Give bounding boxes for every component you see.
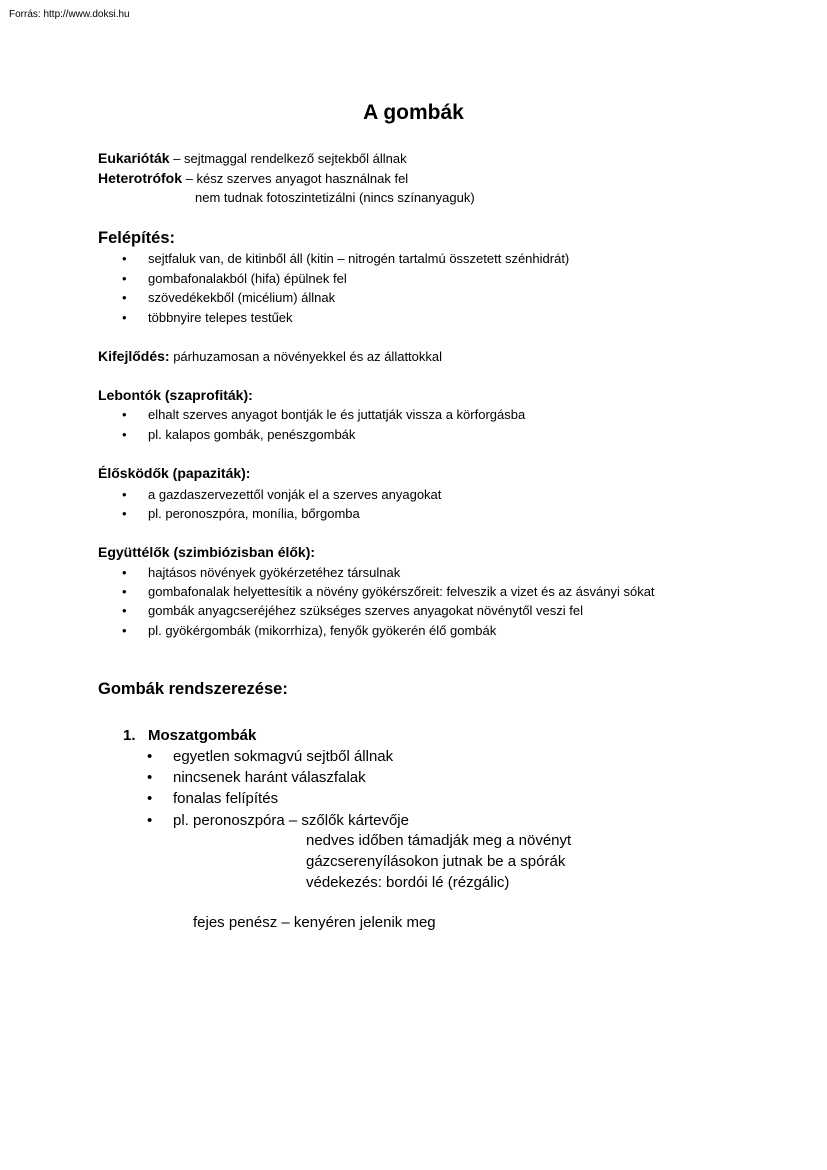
list-item: • fonalas felípítés <box>147 790 279 807</box>
bullet-icon: • <box>147 790 153 807</box>
list-item: • hajtásos növények gyökérzetéhez társulnak <box>122 565 401 580</box>
list-item: • gombák anyagcseréjéhez szükséges szerves anyagokat növénytől veszi fel <box>122 603 584 618</box>
list-item: • többnyire telepes testűek <box>122 310 293 325</box>
list-item: • pl. gyökérgombák (mikorrhiza), fenyők gyökerén élő gombák <box>122 623 497 638</box>
bullet-icon: • <box>122 407 127 422</box>
bullet-icon: • <box>122 506 127 521</box>
bullet-icon: • <box>122 584 127 599</box>
rendszerezes-heading: Gombák rendszerezése: <box>98 680 288 698</box>
eukariotak-line <box>98 150 407 166</box>
continuation-line: védekezés: bordói lé (rézgálic) <box>306 874 510 891</box>
heterotrofok-continuation: nem tudnak fotoszintetizálni (nincs színanyaguk) <box>195 190 475 205</box>
bullet-icon: • <box>122 251 127 266</box>
felepites-heading: Felépítés: <box>98 229 176 247</box>
eukariotak-text: – sejtmaggal rendelkező sejtekből állnak <box>169 151 407 166</box>
kifejlodes-term: Kifejlődés: <box>98 348 170 364</box>
list-item: • pl. kalapos gombák, penészgombák <box>122 427 356 442</box>
list-item: • pl. peronoszpóra – szőlők kártevője <box>147 812 409 829</box>
bullet-icon: • <box>122 427 127 442</box>
heterotrofok-line <box>98 170 408 186</box>
bullet-icon: • <box>147 748 153 765</box>
list-item: • gombafonalak helyettesítik a növény gyökérszőreit: felveszik a vizet és az ásványi sókat <box>122 584 655 599</box>
bullet-icon: • <box>122 623 127 638</box>
source-note: Forrás: http://www.doksi.hu <box>9 9 130 20</box>
kifejlodes-text: párhuzamosan a növényekkel és az állattokkal <box>169 349 443 364</box>
eukariotak-term: Eukarióták <box>98 150 170 166</box>
list-item: • pl. peronoszpóra, monília, bőrgomba <box>122 506 360 521</box>
heterotrofok-term: Heterotrófok <box>98 170 183 186</box>
list-item: • a gazdaszervezettől vonják el a szerves anyagokat <box>122 487 442 502</box>
bullet-icon: • <box>122 271 127 286</box>
kifejlodes-line <box>98 348 442 364</box>
fejes-penesz-line: fejes penész – kenyéren jelenik meg <box>193 914 436 931</box>
group-number: 1. <box>123 727 136 744</box>
bullet-icon: • <box>122 290 127 305</box>
continuation-line: gázcserenyílásokon jutnak be a spórák <box>306 853 566 870</box>
elosködok-heading: Élősködők (papaziták): <box>98 465 251 481</box>
egyuttelok-heading: Együttélők (szimbiózisban élők): <box>98 544 316 560</box>
page-title: A gombák <box>363 101 464 124</box>
bullet-icon: • <box>122 310 127 325</box>
continuation-line: nedves időben támadják meg a növényt <box>306 832 572 849</box>
lebontok-heading: Lebontók (szaprofiták): <box>98 387 253 403</box>
bullet-icon: • <box>122 603 127 618</box>
list-item: • sejtfaluk van, de kitinből áll (kitin – nitrogén tartalmú összetett szénhidrát) <box>122 251 570 266</box>
list-item: • elhalt szerves anyagot bontják le és juttatják vissza a körforgásba <box>122 407 526 422</box>
bullet-icon: • <box>147 812 153 829</box>
bullet-icon: • <box>147 769 153 786</box>
bullet-icon: • <box>122 487 127 502</box>
group-title: Moszatgombák <box>148 727 257 744</box>
heterotrofok-text: – kész szerves anyagot használnak fel <box>182 171 409 186</box>
list-item: • egyetlen sokmagvú sejtből állnak <box>147 748 394 765</box>
bullet-icon: • <box>122 565 127 580</box>
list-item: • szövedékekből (micélium) állnak <box>122 290 336 305</box>
list-item: • gombafonalakból (hifa) épülnek fel <box>122 271 347 286</box>
list-item: • nincsenek haránt válaszfalak <box>147 769 366 786</box>
